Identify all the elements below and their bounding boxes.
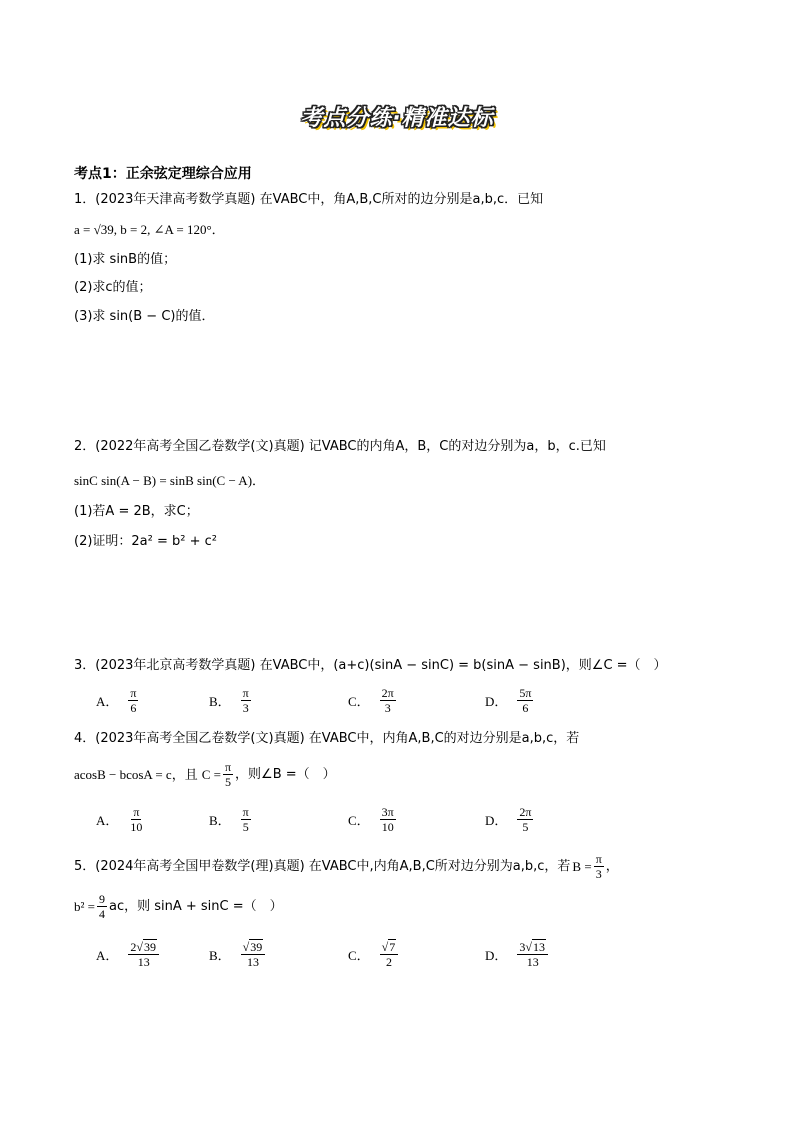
option-fraction: $\frac{3\pi}{10}$ [381, 805, 394, 834]
q2-given: sinC sin(A − B) = sinB sin(C − A)． [74, 473, 266, 488]
q1-part2: (2)求c的值； [74, 280, 152, 295]
option-label: A． [96, 948, 119, 963]
q4-option-b[interactable] [209, 805, 253, 834]
q1-stem: 1．(2023年天津高考数学真题) 在VABC中，角A,B,C所对的边分别是a,b,c．已知 [74, 192, 544, 207]
q5-condition: b² = $\frac{9}{4}$ ac，则 sinA + sinC =（ ） [74, 892, 283, 921]
option-label: D． [485, 948, 508, 963]
q2-part1: (1)若A = 2B，求C； [74, 504, 199, 519]
q4-condition: acosB − bcosA = c，且 C = $\frac{\pi}{5}$ ，则∠B =（ ） [74, 760, 336, 789]
option-fraction: $\frac{\pi}{10}$ [130, 805, 143, 834]
option-fraction: $\frac{\pi}{3}$ [242, 686, 249, 715]
q1-part3: (3)求 sin(B − C)的值． [74, 309, 215, 324]
section-heading: 考点1：正余弦定理综合应用 [74, 166, 252, 182]
q1-given: a = √39, b = 2, ∠A = 120°． [74, 222, 225, 237]
option-fraction: $\frac{2\pi}{3}$ [381, 686, 394, 715]
option-label: B． [209, 813, 231, 828]
q5-stem: 5．(2024年高考全国甲卷数学(理)真题) 在VABC中,内角A,B,C所对边分别为a,b,c，若 B = $\frac{\pi}{3}$ ， [74, 852, 619, 881]
q3-option-b[interactable] [209, 686, 253, 715]
option-fraction: $\frac{5\pi}{6}$ [519, 686, 532, 715]
option-label: C． [348, 813, 370, 828]
page-title: 考点分练·精准达标 [300, 106, 494, 131]
option-fraction: $\frac{3√13}{13}$ [517, 940, 548, 969]
option-label: B． [209, 694, 231, 709]
option-label: A． [96, 813, 119, 828]
q2-stem: 2．(2022年高考全国乙卷数学(文)真题) 记VABC的内角A，B，C的对边分别为a，b，c.已知 [74, 439, 606, 454]
option-fraction: $\frac{√7}{2}$ [380, 940, 399, 969]
option-label: D． [485, 813, 508, 828]
q5-option-b[interactable] [209, 940, 267, 969]
q4-stem: 4．(2023年高考全国乙卷数学(文)真题) 在VABC中，内角A,B,C的对边分别是a,b,c，若 [74, 731, 580, 746]
q5-option-c[interactable] [348, 940, 400, 969]
q5-option-a[interactable] [96, 940, 161, 969]
q4-option-d[interactable] [485, 805, 535, 834]
q5-option-d[interactable] [485, 940, 550, 969]
q3-option-c[interactable] [348, 686, 398, 715]
option-fraction: $\frac{2√39}{13}$ [128, 940, 159, 969]
option-fraction: $\frac{\pi}{6}$ [130, 686, 137, 715]
option-label: D． [485, 694, 508, 709]
option-fraction: $\frac{√39}{13}$ [241, 940, 266, 969]
option-label: B． [209, 948, 231, 963]
q4-option-c[interactable] [348, 805, 398, 834]
q2-part2: (2)证明：2a² = b² + c² [74, 534, 218, 549]
option-label: C． [348, 694, 370, 709]
q4-option-a[interactable] [96, 805, 146, 834]
option-fraction: $\frac{\pi}{5}$ [242, 805, 249, 834]
option-fraction: $\frac{2\pi}{5}$ [519, 805, 532, 834]
q3-option-d[interactable] [485, 686, 535, 715]
option-label: C． [348, 948, 370, 963]
q3-option-a[interactable] [96, 686, 140, 715]
option-label: A． [96, 694, 119, 709]
q3-stem: 3．(2023年北京高考数学真题) 在VABC中，(a+c)(sinA − sinC) = b(sinA − sinB)，则∠C =（ ） [74, 658, 667, 673]
q1-part1: (1)求 sinB的值； [74, 252, 177, 267]
